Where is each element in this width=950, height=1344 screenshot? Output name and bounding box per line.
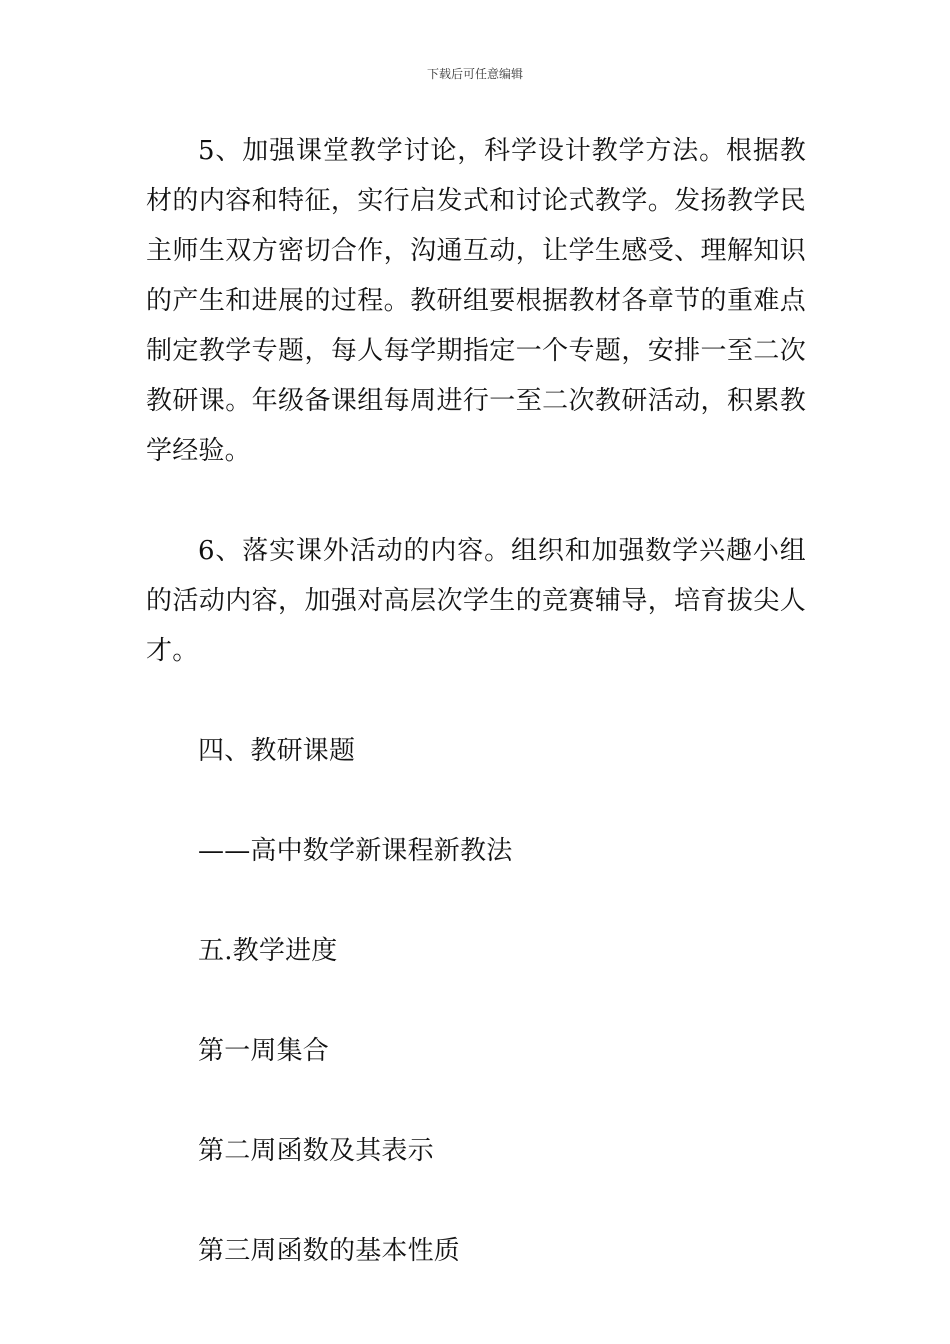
schedule-week-1: 第一周集合 bbox=[198, 1036, 330, 1066]
research-topic-text: ——高中数学新课程新教法 bbox=[198, 836, 513, 866]
page-header-note: 下载后可任意编辑 bbox=[426, 67, 523, 81]
paragraph-spacer bbox=[146, 676, 806, 726]
section-title-research-topic: 四、教研课题 bbox=[198, 736, 356, 766]
schedule-week-3: 第三周函数的基本性质 bbox=[198, 1236, 461, 1266]
paragraph-spacer bbox=[146, 876, 806, 926]
section-title-teaching-schedule: 五.教学进度 bbox=[198, 936, 338, 966]
paragraph-spacer bbox=[146, 1076, 806, 1126]
paragraph-spacer bbox=[146, 776, 806, 826]
paragraph-spacer bbox=[146, 1176, 806, 1226]
document-body bbox=[146, 126, 806, 1276]
paragraph-item-6: 6、落实课外活动的内容。组织和加强数学兴趣小组的活动内容，加强对高层次学生的竞赛辅导，培育拔尖人才。 bbox=[146, 536, 806, 666]
paragraph-item-5: 5、加强课堂教学讨论，科学设计教学方法。根据教材的内容和特征，实行启发式和讨论式教学。发扬教学民主师生双方密切合作，沟通互动，让学生感受、理解知识的产生和进展的过程。教研组要根据教材各章节的重难点制定教学专题，每人每学期指定一个专题，安排一至二次教研课。年级备课组每周进行一至二次教研活动，积累教学经验。 bbox=[146, 136, 806, 466]
schedule-week-2: 第二周函数及其表示 bbox=[198, 1136, 434, 1166]
paragraph-spacer bbox=[146, 476, 806, 526]
paragraph-spacer bbox=[146, 976, 806, 1026]
